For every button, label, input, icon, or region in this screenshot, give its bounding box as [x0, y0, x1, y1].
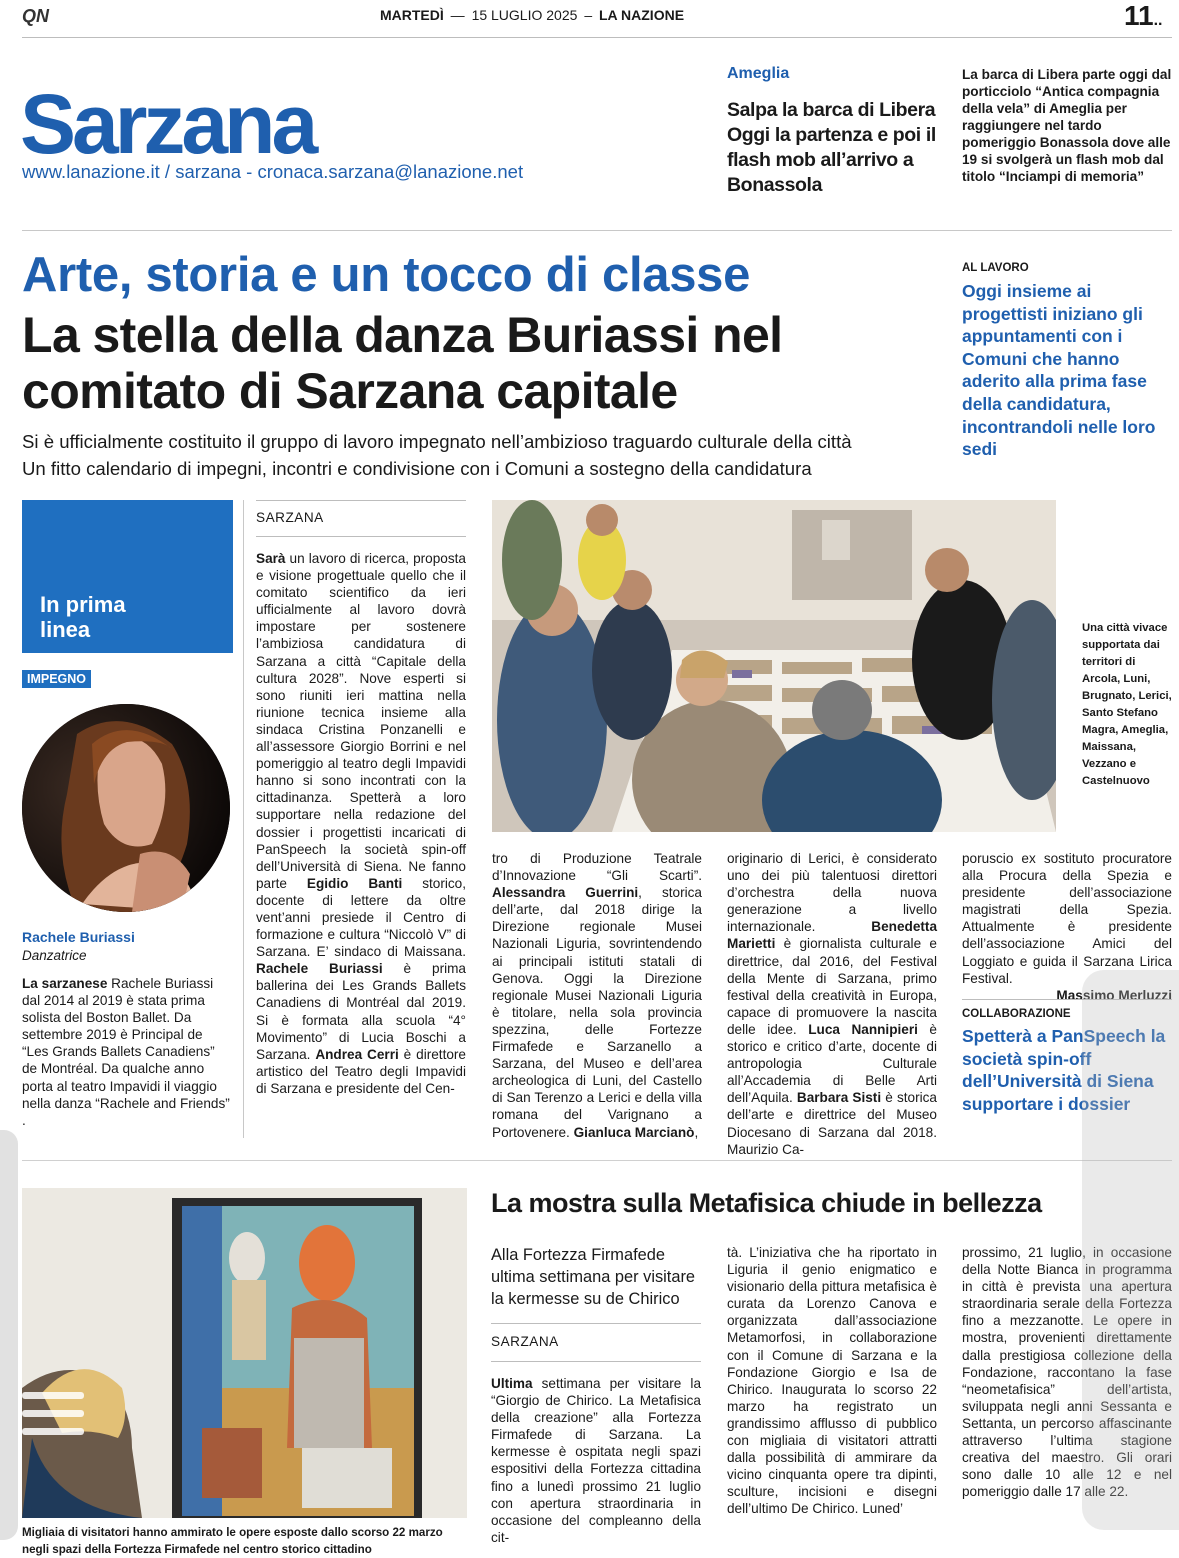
article-column-3: originario di Lerici, è considerato uno dei più talentuosi direttori d’orchestra della nuova generazione a livello internazionale. Benedetta Marietti è giornalista culturale e direttrice, dal 2016, del Festival della Mente di Sarzana, primo festival della creatività in Europa, capace di promuovere la nascita delle idee. Luca Nannipieri è storico e critico d’arte, docente di antropologia Culturale all’Accademia di Belle Arti dell’Aquila. Barbara Sisti è storica dell’arte e direttrice del Museo Diocesano di Sarzana dal 2018. Maurizio Ca-: [727, 851, 937, 1157]
mostra-headline: La mostra sulla Metafisica chiude in bellezza: [491, 1188, 1042, 1218]
dancer-portrait-image: [22, 704, 230, 912]
mostra-dateline-rule-top: [491, 1323, 701, 1324]
hamburger-menu-icon[interactable]: [22, 1390, 84, 1438]
article-dateline-rule-bottom: [256, 536, 466, 537]
dateline-dash: –: [584, 7, 593, 23]
dechirico-photo: [22, 1188, 467, 1518]
bio-lead: La sarzanese: [22, 976, 108, 991]
dateline-sep: —: [450, 7, 465, 23]
teaser-summary: La barca di Libera parte oggi dal porticciolo “Antica compagnia della vela” di Ameglia per raggiungere nel tardo pomeriggio Bonassola dove alle 19 si svolgerà un flash mob dal titolo “Inciampi di memoria”: [962, 67, 1172, 184]
book-fair-caption: Una città vivace supportata dai territori di Arcola, Luni, Brugnato, Lerici, Santo Stefano Magra, Ameglia, Maissana, Vezzano e Castelnuovo: [1082, 622, 1172, 787]
page-number: 11..: [1124, 0, 1163, 31]
header-rule: [22, 37, 1172, 38]
sidebar-label-al-lavoro: AL LAVORO: [962, 262, 1029, 274]
dateline-date: 15 LUGLIO 2025: [471, 7, 578, 23]
dechirico-caption: Migliaia di visitatori hanno ammirato le opere esposte dallo scorso 22 marzo negli spazi della Fortezza Firmafede nel centro storico cittadino: [22, 1526, 443, 1556]
bio-text: Rachele Buriassi dal 2014 al 2019 è stata prima solista del Boston Ballet. Da settembre 2019 è Principal de “Les Grands Ballets Canadiens” de Montréal. Da qualche anno porta al teatro Impavidi il viaggio nella danza “Rachele and Friends” .: [22, 976, 230, 1128]
mostra-dateline-rule-bottom: [491, 1361, 701, 1362]
main-headline: La stella della danza Buriassi nel comitato di Sarzana capitale: [22, 307, 783, 419]
portrait-bio: [22, 975, 232, 1129]
right-scroll-handle[interactable]: [1082, 970, 1179, 1530]
sidebar-label-collaborazione: COLLABORAZIONE: [962, 1008, 1071, 1020]
main-subhead-2: Un fitto calendario di impegni, incontri e condivisione con i Comuni a sostegno della candidatura: [22, 458, 812, 479]
article-dateline-rule-top: [256, 500, 466, 501]
qn-logo-icon: [22, 6, 70, 26]
painting-visitor-image: [22, 1188, 467, 1518]
prima-linea-title: In prima linea: [40, 592, 126, 642]
book-fair-photo: [492, 500, 1056, 832]
dateline-paper: LA NAZIONE: [599, 7, 685, 23]
teaser-headline: Salpa la barca di Libera Oggi la partenza e poi il flash mob all’arrivo a Bonassola: [727, 99, 936, 196]
main-subhead-1: Si è ufficialmente costituito il gruppo di lavoro impegnato nell’ambizioso traguardo culturale della città: [22, 431, 852, 452]
left-menu-handle[interactable]: [0, 1130, 18, 1540]
prima-linea-box: [22, 500, 233, 653]
mostra-dateline: SARZANA: [491, 1334, 559, 1349]
menu-icon[interactable]: [22, 1390, 84, 1438]
article-column-2: tro di Produzione Teatrale d’Innovazione “Gli Scarti”. Alessandra Guerrini, storica dell’arte, dal 2018 dirige la Direzione regionale Musei Nazionali Liguria, sovrintendendo ai principali istituti statali di Genova. Oggi la Direzione regionale Musei Nazionali Liguria è titolare, nella sola provincia spezzina, delle Fortezze Firmafede e Sarzanello a Sarzana, del Museo e dell’area archeologica di Luni, del Castello di San Terenzo a Lerici e della villa romana del Varignano a Portovenere. Gianluca Marcianò,: [492, 851, 702, 1140]
sidebar-text-al-lavoro: Oggi insieme ai progettisti iniziano gli appuntamenti con i Comuni che hanno aderito alla prima fase della candidatura, incontrandoli nelle loro sedi: [962, 281, 1156, 460]
section-contacts[interactable]: www.lanazione.it / sarzana - cronaca.sarzana@lanazione.net: [22, 161, 524, 182]
article-column-1: Sarà un lavoro di ricerca, proposta e visione progettuale quello che il comitato scientifico da ieri ufficialmente al lavoro dovrà impostare per sostenere l’ambiziosa candidatura di Sarzana a città “Capitale della cultura 2028”. Nove esperti si sono riuniti ieri mattina nella riunione tecnica insieme alla sindaca Cristina Ponzanelli e all’assessore Giorgio Borrini e nel pomeriggio al teatro degli Impavidi hanno si sono incontrati con la cittadinanza. Spetterà a loro supportare nella redazione del dossier i progettisti incaricati di PanSpeech la società spin-off dell’Università di Siena. Ne fanno parte Egidio Banti storico, docente di lettere da oltre vent’anni presiede il Centro di formazione e cultura “Niccolò V” di Sarzana. E’ sindaco di Maissana. Rachele Buriassi è prima ballerina dei Les Grands Ballets Canadiens di Montréal dal 2019. Si è formata alla scuola “4° Movimento” di Lucia Boschi a Sarzana. Andrea Cerri è direttore artistico del Teatro degli Impavidi di Sarzana e presidente del Cen-: [256, 551, 467, 1096]
mostra-column-2: tà. L’iniziativa che ha riportato in Liguria il genio enigmatico e visionario della pittura metafisica è curata da Lorenzo Canova e organizzata dall’associazione Metamorfosi, in collaborazione con il Comune di Sarzana e la Fondazione Giorgio e Isa de Chirico. Inaugurata lo scorso 22 marzo ha registrato un grandissimo afflusso di pubblico con migliaia di visitatori attratti dalla possibilità di ammirare da vicino cinquanta opere tra dipinti, sculture, incisioni e disegni dell’ultimo De Chirico. Luned’: [727, 1245, 937, 1517]
column-divider: [243, 500, 244, 1138]
mostra-column-1: Ultima settimana per visitare la “Giorgio de Chirico. La Metafisica della creazione” alla Fortezza Firmafede di Sarzana. La kermesse è ospitata negli spazi espositivi della Fortezza cittadina fino a lunedì prossimo 21 luglio con apertura straordinaria in occasione del compleanno della cit-: [491, 1376, 701, 1545]
header-logo: [22, 6, 70, 26]
impegno-tag: IMPEGNO: [22, 670, 91, 688]
page-dots: ..: [1153, 12, 1163, 29]
main-overline: Arte, storia e un tocco di classe: [22, 248, 751, 302]
section-title: Sarzana: [20, 77, 315, 171]
svg-text:QN: QN: [22, 6, 49, 26]
article-dateline: SARZANA: [256, 510, 324, 525]
article-author: Massimo Merluzzi: [1056, 987, 1172, 1003]
portrait-photo: [22, 704, 230, 912]
section-rule: [22, 1160, 1172, 1161]
teaser-kicker: Ameglia: [727, 65, 790, 82]
mostra-column-3: prossimo, 21 luglio, in occasione della Notte Bianca in programma in città è prevista una apertura straordinaria serale della Fortezza fino a mezzanotte. Le opere in mostra, provenienti direttamente dalla prestigiosa collezione della Fondazione, raccontano la fase “neometafisica” dell’artista, sviluppata negli anni Sessanta e Settanta, un percorso affascinante attraverso l’ultima stagione creativa del maestro. Gli orari sono dalle 10 alle 12 e nel pomeriggio dalle 17 alle 22.: [962, 1245, 1172, 1500]
article-column-4: poruscio ex sostituto procuratore alla Procura della Spezia e presidente dell’associazione magistrati della Spezia. Attualmente è presidente dell’associazione Amici del Loggiato e guida il Sarzana Lirica Festival. Massimo Merluzzi: [962, 851, 1172, 1003]
masthead-rule: [22, 230, 1172, 231]
dateline: [380, 7, 800, 23]
book-fair-image: [492, 500, 1056, 832]
sidebar-text-collaborazione: Spetterà a PanSpeech la società spin-off dell’Università di Siena supportare i dossier: [962, 1026, 1166, 1114]
dateline-day: MARTEDÌ: [380, 7, 444, 23]
mostra-subhead: Alla Fortezza Firmafede ultima settimana per visitare la kermesse su de Chirico: [491, 1246, 696, 1308]
portrait-name: Rachele Buriassi: [22, 929, 135, 945]
portrait-role: Danzatrice: [22, 948, 87, 963]
